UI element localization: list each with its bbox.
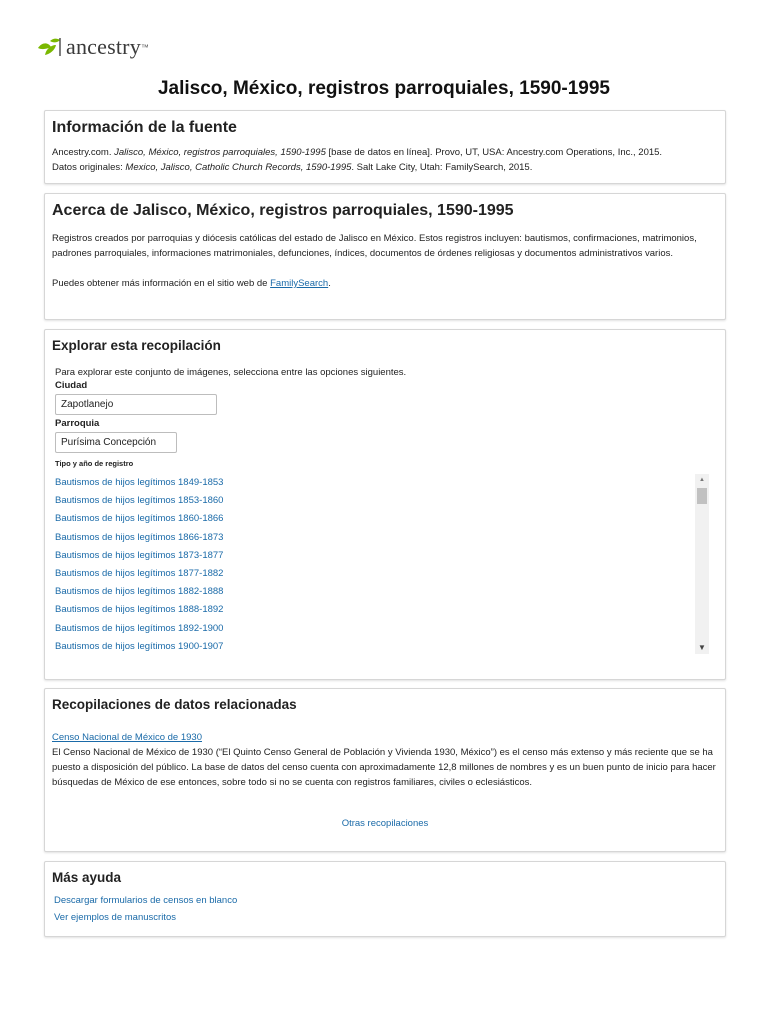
related-link-row [52, 730, 718, 745]
original-data-suffix: . Salt Lake City, Utah: FamilySearch, 2015. [351, 162, 533, 173]
familysearch-link[interactable]: FamilySearch [270, 278, 329, 289]
about-collection-card [44, 193, 726, 320]
list-scrollbar[interactable] [695, 474, 709, 654]
record-type-label: Tipo y año de registro [55, 459, 134, 468]
city-select[interactable]: Zapotlanejo [55, 394, 217, 415]
about-heading: Acerca de Jalisco, México, registros parroquiales, 1590-1995 [52, 202, 514, 219]
city-label: Ciudad [55, 380, 88, 391]
list-item[interactable]: Bautismos de hijos legítimos 1866-1873 [55, 531, 224, 543]
list-item[interactable]: Bautismos de hijos legítimos 1900-1907 [55, 640, 224, 652]
source-heading: Información de la fuente [52, 119, 237, 136]
related-heading: Recopilaciones de datos relacionadas [52, 697, 297, 712]
about-description: Registros creados por parroquias y diócesis católicas del estado de Jalisco en México. Estos registros incluyen: bautismos, confirmaciones, matrimonios, padrones parroquiales, informaciones matrimoniales, defunciones, índices, documentos de órdenes religiosas y documentos administrativos varios. [52, 233, 697, 259]
logo-wordmark: ancestry [66, 34, 141, 59]
scroll-down-icon[interactable]: ▼ [698, 643, 706, 652]
about-more-info [52, 276, 718, 291]
census-description: El Censo Nacional de México de 1930 (“El Quinto Censo General de Población y Vivienda 1930, México”) es el censo más extenso y más reciente que se ha puesto a disposición del público. La base de datos del censo cuenta con aproximadamente 12,8 millones de nombres y es un buen punto de inicio para hacer búsquedas de México de ese entonces, sobre todo si no se cuenta con registros familiares, civiles o eclesiásticos. [52, 747, 716, 788]
trademark-mark: ™ [140, 42, 149, 52]
ancestry-logo[interactable] [36, 34, 149, 60]
help-links [54, 892, 718, 926]
parish-label: Parroquia [55, 418, 100, 429]
scroll-up-icon[interactable]: ▲ [699, 477, 705, 483]
list-item[interactable]: Bautismos de hijos legítimos 1888-1892 [55, 604, 224, 616]
original-data-title: Mexico, Jalisco, Catholic Church Records, 1590-1995 [125, 162, 352, 173]
browse-collection-card [44, 329, 726, 680]
page-title: Jalisco, México, registros parroquiales, 1590-1995 [157, 78, 610, 99]
more-info-suffix: . [328, 278, 331, 289]
site-header [0, 0, 768, 70]
scroll-thumb[interactable] [697, 488, 707, 504]
list-item[interactable]: Bautismos de hijos legítimos 1882-1888 [55, 586, 224, 598]
handwriting-examples-link[interactable]: Ver ejemplos de manuscritos [54, 912, 176, 923]
original-data-prefix: Datos originales: [52, 162, 123, 173]
citation-suffix: [base de datos en línea]. Provo, UT, USA: Ancestry.com Operations, Inc., 2015. [328, 147, 663, 158]
leaf-icon [36, 36, 62, 58]
list-item[interactable]: Bautismos de hijos legítimos 1849-1853 [55, 477, 224, 488]
download-census-forms-link[interactable]: Descargar formularios de censos en blanco [54, 895, 238, 906]
more-collections-link[interactable]: Otras recopilaciones [341, 818, 429, 829]
census-1930-link[interactable]: Censo Nacional de México de 1930 [52, 732, 202, 743]
record-type-list[interactable] [52, 474, 718, 654]
browse-heading: Explorar esta recopilación [52, 338, 221, 353]
list-item[interactable]: Bautismos de hijos legítimos 1853-1860 [55, 495, 224, 507]
list-item[interactable]: Bautismos de hijos legítimos 1873-1877 [55, 549, 224, 561]
browse-instructions: Para explorar este conjunto de imágenes, selecciona entre las opciones siguientes. [55, 367, 407, 378]
more-help-card [44, 861, 726, 937]
help-heading: Más ayuda [52, 870, 122, 885]
list-item[interactable]: Bautismos de hijos legítimos 1877-1882 [55, 567, 224, 579]
related-collections-card [44, 688, 726, 852]
record-list [55, 474, 718, 656]
list-item[interactable]: Bautismos de hijos legítimos 1892-1900 [55, 622, 224, 634]
source-info-card [44, 110, 726, 184]
parish-select[interactable]: Purísima Concepción [55, 432, 177, 453]
citation-title: Jalisco, México, registros parroquiales, 1590-1995 [114, 147, 326, 158]
list-item[interactable]: Bautismos de hijos legítimos 1860-1866 [55, 513, 224, 525]
citation-prefix: Ancestry.com. [52, 147, 112, 158]
more-info-prefix: Puedes obtener más información en el sitio web de [52, 278, 268, 289]
source-citation [52, 145, 718, 175]
